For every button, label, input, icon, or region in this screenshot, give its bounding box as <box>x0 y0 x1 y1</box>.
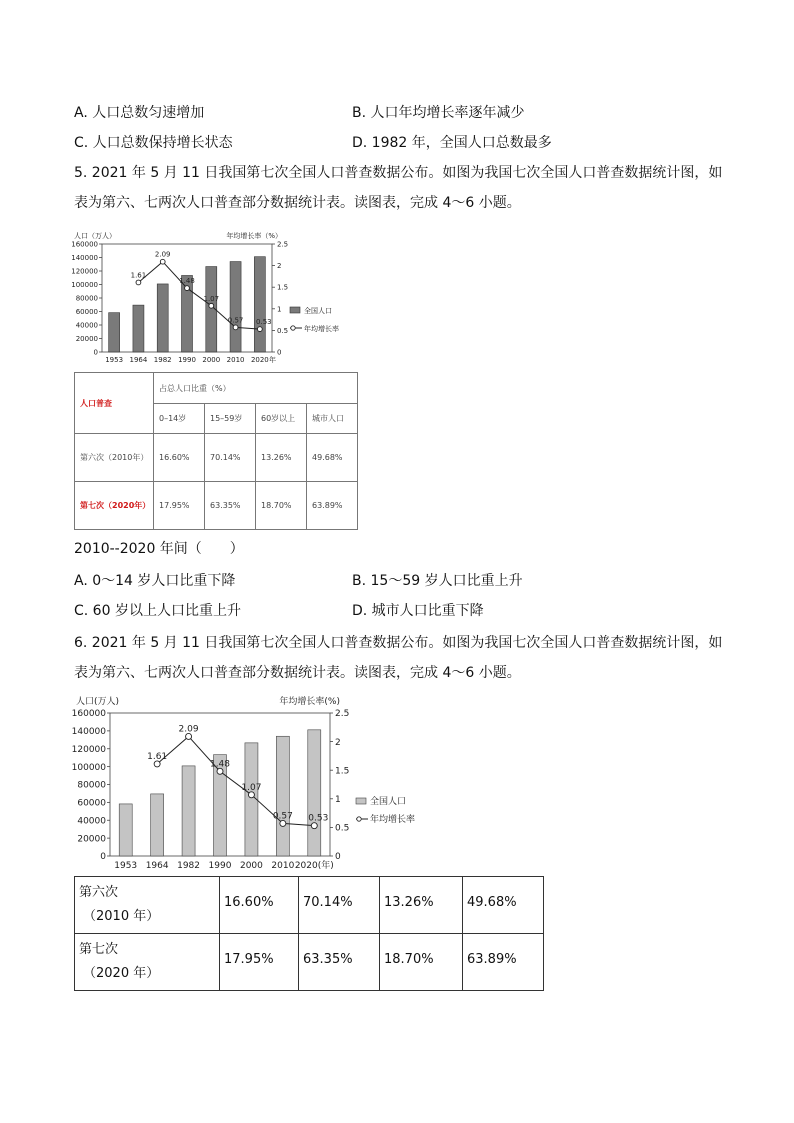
point-年均增长率 <box>185 286 190 291</box>
bar-全国人口 <box>151 794 164 856</box>
q4-option-c: C. 人口总数保持增长状态 <box>74 135 233 151</box>
table1-row-label: 第六次（2010年） <box>75 434 154 482</box>
table1-cell: 63.89% <box>307 482 358 530</box>
x-tick-label: 1953 <box>105 356 124 364</box>
x-tick-label: 1964 <box>145 861 169 871</box>
right-tick-label: 1.5 <box>335 766 350 777</box>
table2-cell: 13.26% <box>380 877 463 934</box>
right-tick-label: 1 <box>277 305 282 314</box>
legend-label: 年均增长率 <box>304 325 339 333</box>
right-tick-label: 1 <box>335 794 341 805</box>
point-年均增长率 <box>136 280 141 285</box>
population-chart-1 <box>71 226 374 366</box>
bar-全国人口 <box>308 730 321 856</box>
x-tick-label: 2010 <box>271 861 295 871</box>
legend-label: 年均增长率 <box>370 815 416 825</box>
bar-全国人口 <box>230 262 241 352</box>
bar-全国人口 <box>182 766 195 856</box>
q6-stem: 6. 2021 年 5 月 11 日我国第七次全国人口普查数据公布。如图为我国七次全国人口普查数据统计图，如表为第六、七两次人口普查部分数据统计表。读图表，完成 4～6 小题。 <box>74 635 723 681</box>
bar-全国人口 <box>157 284 168 352</box>
table2-cell: 16.60% <box>220 877 299 934</box>
table1-cell: 13.26% <box>256 434 307 482</box>
left-tick-label: 40000 <box>75 321 98 330</box>
q4-option-d: D. 1982 年，全国人口总数最多 <box>352 135 552 151</box>
point-label: 1.48 <box>179 277 195 286</box>
x-tick-label: 2010 <box>226 356 245 364</box>
table1-row-label: 第七次（2020年） <box>75 482 154 530</box>
table1-col-header: 0–14岁 <box>154 404 205 434</box>
table1-corner: 人口普查 <box>75 373 154 434</box>
table1-col-header: 15–59岁 <box>205 404 256 434</box>
q5-option-a: A. 0～14 岁人口比重下降 <box>74 573 236 589</box>
x-tick-label: 2020 <box>250 356 269 364</box>
right-tick-label: 0 <box>277 348 282 357</box>
right-tick-label: 0.5 <box>335 823 350 834</box>
point-label: 0.57 <box>272 811 293 822</box>
left-tick-label: 60000 <box>77 798 106 809</box>
table1-group-header: 占总人口比重（%） <box>154 373 358 404</box>
left-axis-title: 人口(万人) <box>76 697 120 707</box>
left-tick-label: 60000 <box>75 307 98 316</box>
bar-全国人口 <box>254 257 265 352</box>
q5-option-b: B. 15～59 岁人口比重上升 <box>352 573 523 589</box>
left-tick-label: 40000 <box>77 816 106 827</box>
q5-stem: 5. 2021 年 5 月 11 日我国第七次全国人口普查数据公布。如图为我国七次全国人口普查数据统计图，如表为第六、七两次人口普查部分数据统计表。读图表，完成 4～6 小题。 <box>74 165 723 211</box>
x-tick-label: 1990 <box>178 356 196 364</box>
legend-line-marker <box>291 326 295 330</box>
table1-cell: 49.68% <box>307 434 358 482</box>
legend-label: 全国人口 <box>370 797 407 807</box>
table2-row-label: 第七次 （2020 年） <box>75 934 220 991</box>
table2-cell: 18.70% <box>380 934 463 991</box>
x-tick-label: 2000 <box>239 861 263 871</box>
q4-option-a: A. 人口总数匀速增加 <box>74 105 205 121</box>
right-tick-label: 2.5 <box>335 709 350 720</box>
bar-全国人口 <box>133 305 144 352</box>
left-tick-label: 120000 <box>71 267 98 276</box>
q4-option-b: B. 人口年均增长率逐年减少 <box>352 105 525 121</box>
x-tick-label: 1990 <box>208 861 232 871</box>
left-tick-label: 100000 <box>71 280 98 289</box>
table1-col-header: 城市人口 <box>307 404 358 434</box>
legend-line-marker <box>357 817 361 821</box>
left-tick-label: 20000 <box>75 334 98 343</box>
table2-cell: 49.68% <box>463 877 544 934</box>
x-tick-label: 2020(年) <box>294 861 334 871</box>
bar-全国人口 <box>119 804 132 856</box>
right-tick-label: 0.5 <box>277 326 289 335</box>
x-tick-label: 1982 <box>177 861 201 871</box>
x-axis-title: 年 <box>269 356 276 364</box>
table1-cell: 16.60% <box>154 434 205 482</box>
left-axis-title: 人口（万人） <box>74 232 116 240</box>
point-年均增长率 <box>160 259 165 264</box>
table1-col-header: 60岁以上 <box>256 404 307 434</box>
left-tick-label: 160000 <box>71 240 98 249</box>
table1-cell: 63.35% <box>205 482 256 530</box>
q5-prompt: 2010--2020 年间（ ） <box>74 541 244 557</box>
point-label: 2.09 <box>154 250 171 259</box>
table1-cell: 18.70% <box>256 482 307 530</box>
population-chart-2 <box>71 688 474 873</box>
x-tick-label: 2000 <box>202 356 221 364</box>
point-label: 0.53 <box>308 813 329 824</box>
right-tick-label: 2 <box>335 737 341 748</box>
right-tick-label: 0 <box>335 852 341 863</box>
left-tick-label: 80000 <box>75 294 98 303</box>
table2-cell: 70.14% <box>299 877 380 934</box>
point-label: 0.57 <box>227 316 244 325</box>
table1-cell: 70.14% <box>205 434 256 482</box>
left-tick-label: 20000 <box>77 834 106 845</box>
point-label: 1.61 <box>147 751 168 762</box>
right-axis-title: 年均增长率(%) <box>279 697 340 707</box>
left-tick-label: 0 <box>100 852 106 863</box>
x-tick-label: 1982 <box>153 356 172 364</box>
left-tick-label: 140000 <box>71 727 106 738</box>
legend-label: 全国人口 <box>304 307 332 315</box>
left-tick-label: 0 <box>93 348 98 357</box>
census-table-2 <box>74 876 544 991</box>
x-tick-label: 1953 <box>114 861 138 871</box>
point-年均增长率 <box>209 303 214 308</box>
right-tick-label: 2 <box>277 262 282 271</box>
right-tick-label: 2.5 <box>277 240 289 249</box>
left-tick-label: 100000 <box>71 762 106 773</box>
point-年均增长率 <box>257 327 262 332</box>
point-label: 2.09 <box>178 724 199 735</box>
table2-cell: 63.35% <box>299 934 380 991</box>
table2-cell: 63.89% <box>463 934 544 991</box>
q5-option-d: D. 城市人口比重下降 <box>352 603 484 619</box>
left-tick-label: 120000 <box>71 744 106 755</box>
x-tick-label: 1964 <box>129 356 148 364</box>
table2-cell: 17.95% <box>220 934 299 991</box>
right-axis-title: 年均增长率（%） <box>226 232 282 240</box>
census-table-1 <box>74 372 358 530</box>
left-tick-label: 80000 <box>77 780 106 791</box>
legend-bar-swatch <box>290 307 300 313</box>
table1-cell: 17.95% <box>154 482 205 530</box>
point-label: 1.48 <box>209 759 231 770</box>
right-tick-label: 1.5 <box>277 283 289 292</box>
point-label: 1.61 <box>130 271 147 280</box>
bar-全国人口 <box>109 313 120 352</box>
point-label: 0.53 <box>256 318 272 327</box>
left-tick-label: 160000 <box>71 709 106 720</box>
legend-bar-swatch <box>356 798 366 804</box>
point-年均增长率 <box>233 325 238 330</box>
q5-option-c: C. 60 岁以上人口比重上升 <box>74 603 241 619</box>
bar-全国人口 <box>276 736 289 856</box>
table2-row-label: 第六次 （2010 年） <box>75 877 220 934</box>
point-label: 1.07 <box>203 294 220 303</box>
left-tick-label: 140000 <box>71 253 98 262</box>
point-label: 1.07 <box>241 782 262 793</box>
